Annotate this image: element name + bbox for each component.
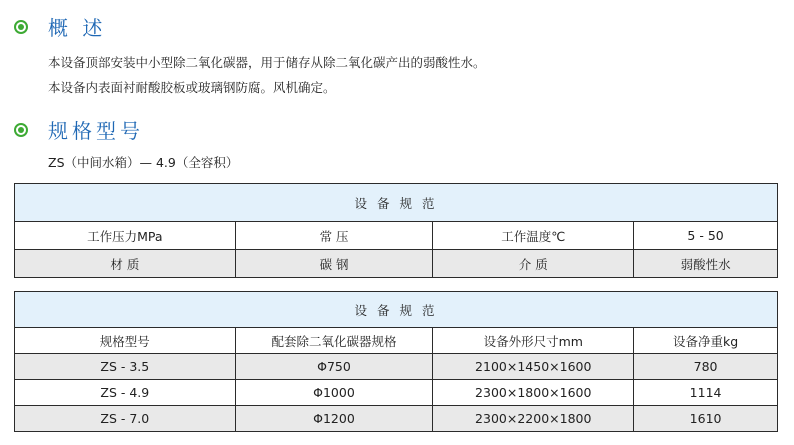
table-row <box>15 354 778 380</box>
table-cell: 弱酸性水 <box>634 250 778 278</box>
model-line: ZS（中间水箱）— 4.9（全容积） <box>48 155 239 170</box>
table-row <box>15 250 778 278</box>
spec-heading <box>14 115 144 144</box>
column-header: 配套除二氧化碳器规格 <box>235 328 433 354</box>
table-cell: ZS - 4.9 <box>15 380 236 406</box>
table-cell: 工作温度℃ <box>433 222 634 250</box>
table-cell: 工作压力MPa <box>15 222 236 250</box>
circle-bullet-icon <box>14 20 28 34</box>
column-header: 设备外形尺寸mm <box>433 328 634 354</box>
table-cell: 常 压 <box>235 222 433 250</box>
spec-table-2 <box>14 291 778 432</box>
table-cell: 780 <box>634 354 778 380</box>
table-cell: 2300×1800×1600 <box>433 380 634 406</box>
overview-line-1: 本设备顶部安装中小型除二氧化碳器，用于储存从除二氧化碳产出的弱酸性水。 <box>48 55 486 70</box>
table-cell: Φ1200 <box>235 406 433 432</box>
table-cell: Φ750 <box>235 354 433 380</box>
column-header: 设备净重kg <box>634 328 778 354</box>
table-row <box>15 380 778 406</box>
table-cell: 介 质 <box>433 250 634 278</box>
table-row <box>15 222 778 250</box>
table-cell: ZS - 3.5 <box>15 354 236 380</box>
table-cell: 5 - 50 <box>634 222 778 250</box>
spec-table-1 <box>14 183 778 278</box>
table-cell: 碳 钢 <box>235 250 433 278</box>
table-cell: 材 质 <box>15 250 236 278</box>
overview-line-2: 本设备内表面衬耐酸胶板或玻璃钢防腐。风机确定。 <box>48 80 336 95</box>
table-cell: 2100×1450×1600 <box>433 354 634 380</box>
table-cell: ZS - 7.0 <box>15 406 236 432</box>
circle-bullet-icon <box>14 123 28 137</box>
table2-header: 设 备 规 范 <box>15 292 778 328</box>
table-cell: 2300×2200×1800 <box>433 406 634 432</box>
overview-heading <box>14 12 106 41</box>
table-cell: 1114 <box>634 380 778 406</box>
table-row <box>15 406 778 432</box>
table1-header: 设 备 规 范 <box>15 184 778 222</box>
table-cell: Φ1000 <box>235 380 433 406</box>
table-cell: 1610 <box>634 406 778 432</box>
overview-title: 概 述 <box>48 16 107 40</box>
column-header: 规格型号 <box>15 328 236 354</box>
spec-title: 规格型号 <box>48 119 144 143</box>
table-header-row <box>15 328 778 354</box>
